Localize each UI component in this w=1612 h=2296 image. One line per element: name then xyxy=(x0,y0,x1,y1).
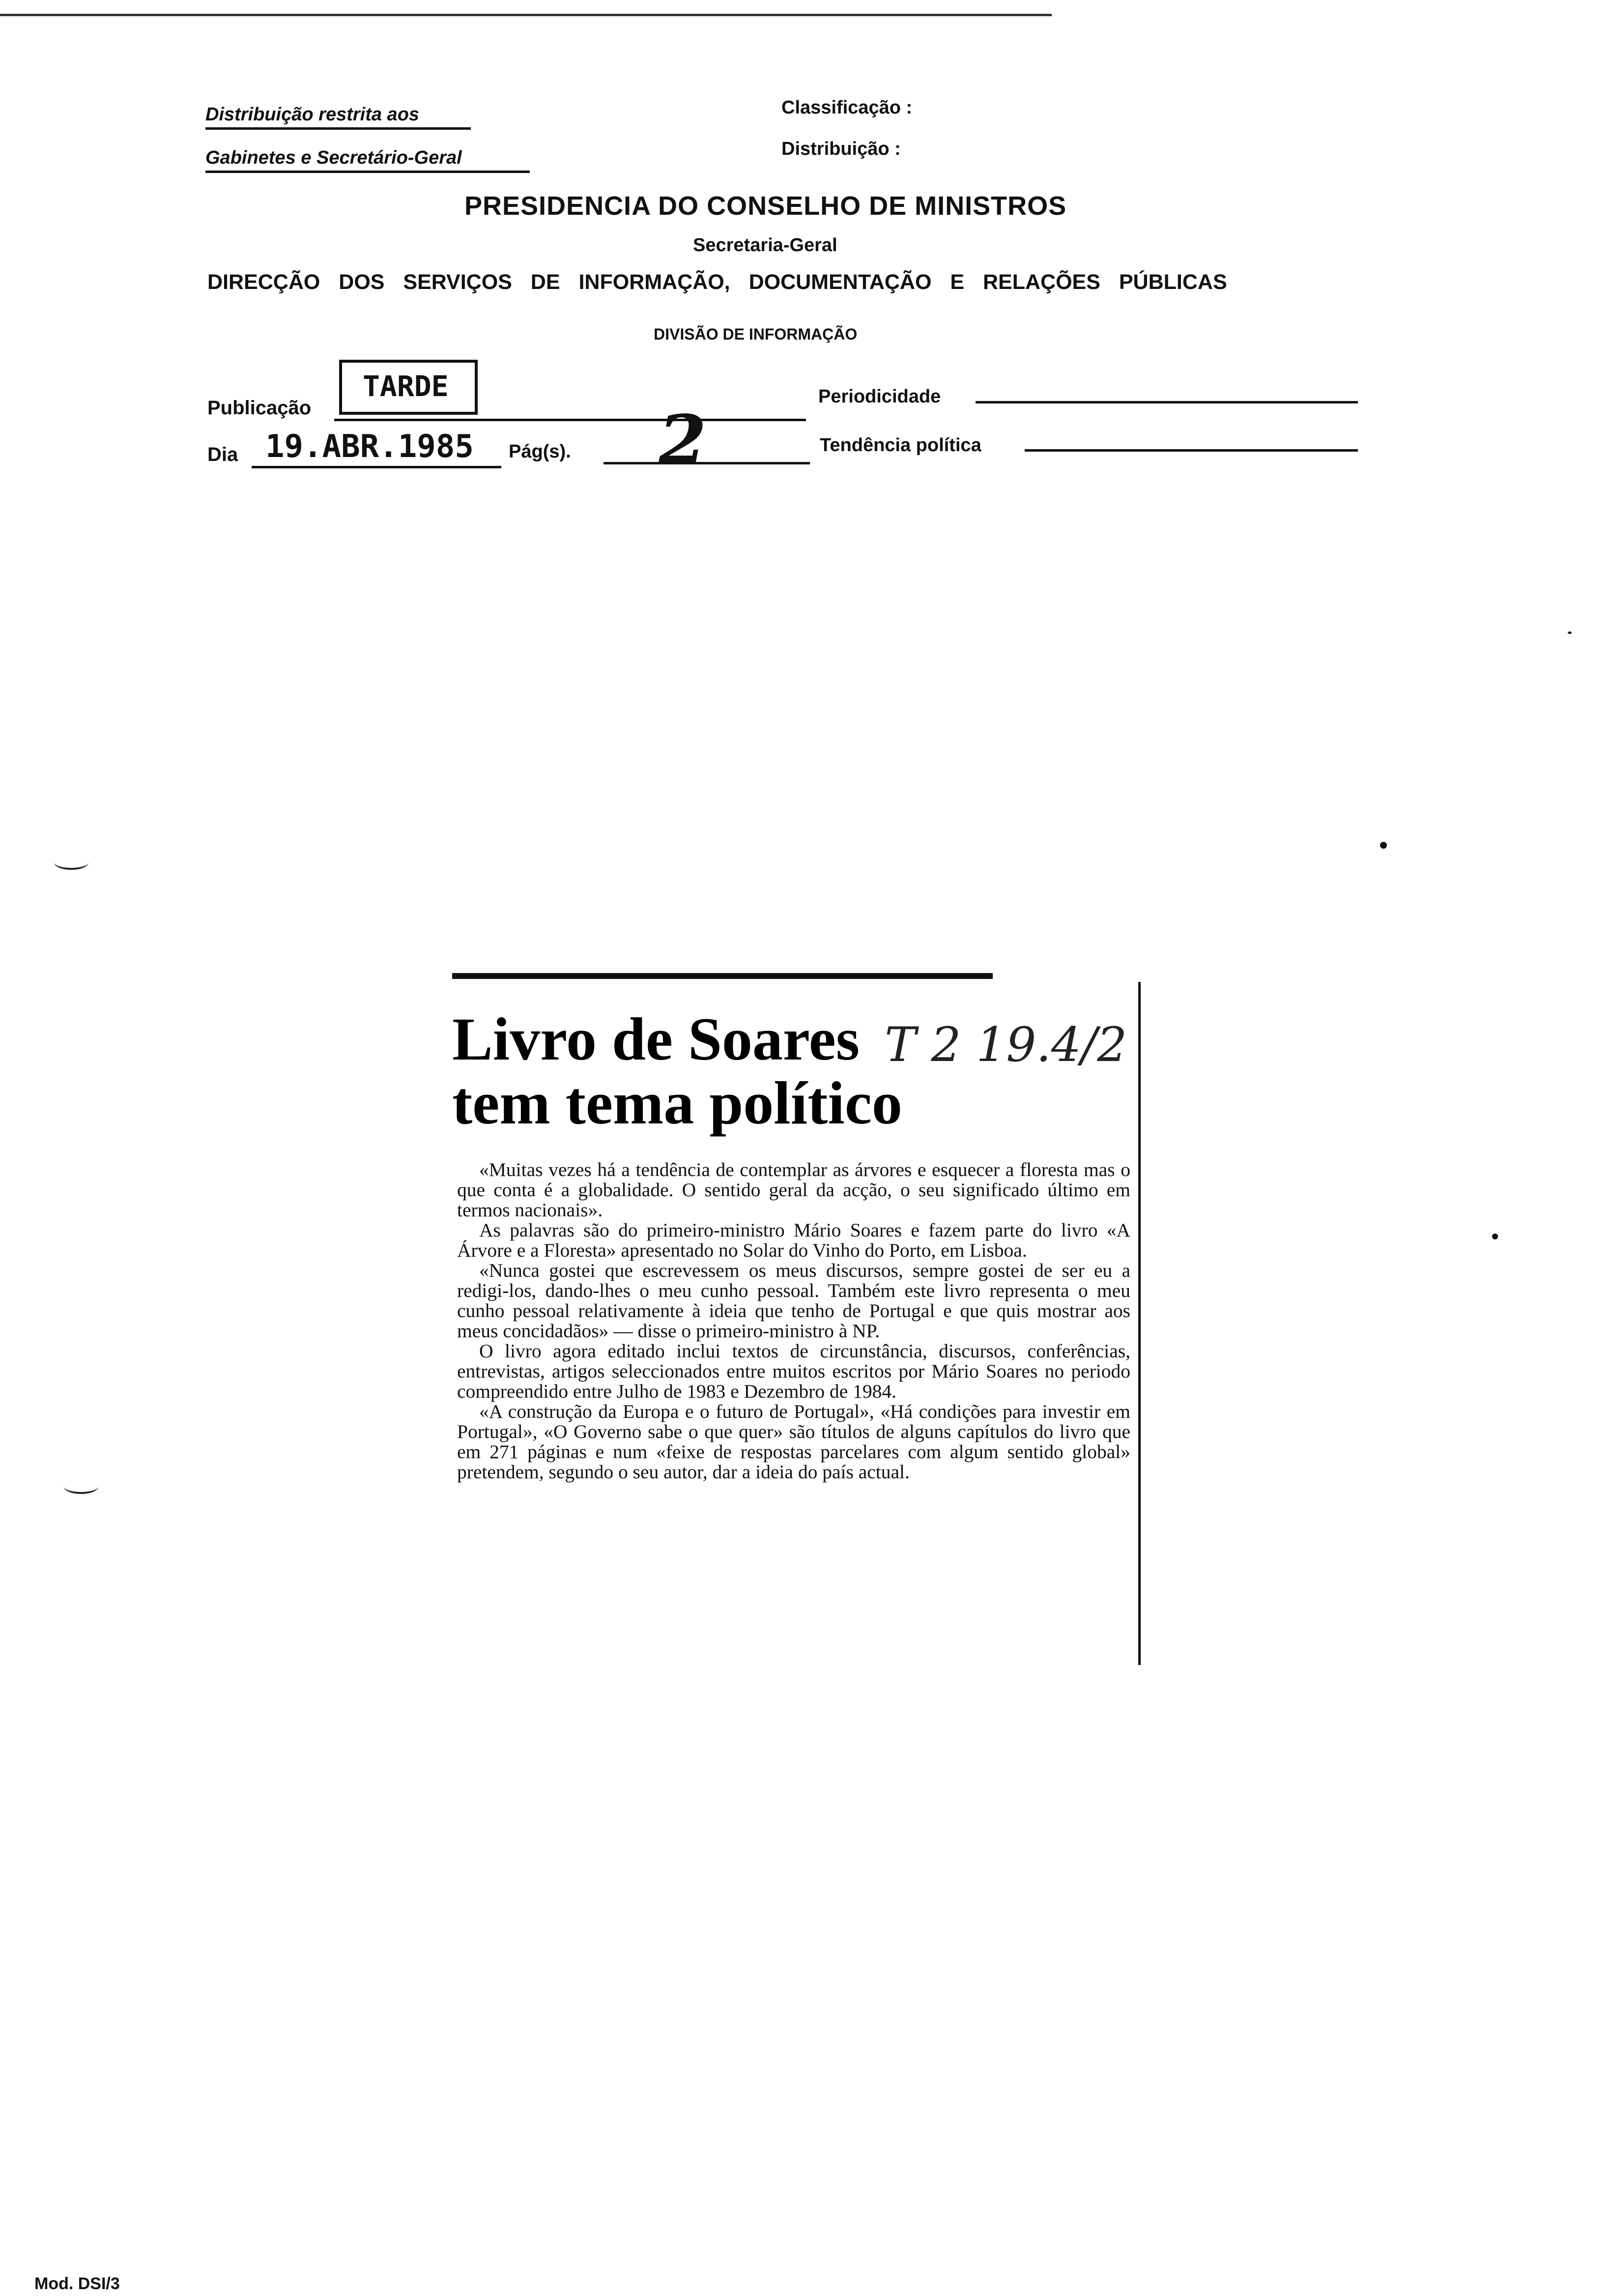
margin-mark xyxy=(54,855,88,870)
periodicidade-label: Periodicidade xyxy=(818,386,941,407)
article-paragraph: O livro agora editado inclui textos de circunstância, discursos, conferências, entrevistas, artigos seleccionados entre muitos escritos por Mário Soares no periodo compreendido entre Julho de 1983 e Dezembro de 1984. xyxy=(457,1340,1130,1402)
publicacao-label: Publicação xyxy=(207,397,312,419)
presidency-title: PRESIDENCIA DO CONSELHO DE MINISTROS xyxy=(464,191,1067,221)
model-code: Mod. DSI/3 xyxy=(34,2274,120,2293)
scan-speck xyxy=(1568,631,1572,634)
tendencia-line xyxy=(1025,449,1358,452)
clipping-right-rule xyxy=(1138,982,1141,1665)
secretaria-geral: Secretaria-Geral xyxy=(693,235,837,256)
margin-mark xyxy=(64,1479,98,1494)
pags-line xyxy=(604,462,810,464)
tendencia-label: Tendência política xyxy=(820,435,981,456)
clipping-top-rule xyxy=(452,973,993,979)
pags-handwritten: 2 xyxy=(659,401,707,481)
pags-label: Pág(s). xyxy=(509,441,571,462)
distribuicao-label: Distribuição : xyxy=(781,139,901,159)
dia-line xyxy=(252,466,501,468)
distribution-line-2: Gabinetes e Secretário-Geral xyxy=(205,147,530,173)
article-paragraph: «Nunca gostei que escrevessem os meus discursos, sempre gostei de ser eu a redigi-los, dando-lhes o meu cunho pessoal. Também este livro representa o meu cunho pessoal relativamente à ideia que tenho de Portugal e que quis mostrar aos meus concidadãos» — disse o primeiro-ministro à NP. xyxy=(457,1260,1130,1342)
handwritten-annotation: T 2 19.4/2 xyxy=(885,1017,1127,1072)
article-headline-line1: Livro de Soares xyxy=(452,1005,860,1073)
article-paragraph: «Muitas vezes há a tendência de contemplar as árvores e esquecer a floresta mas o que conta é a globalidade. O sentido geral da acção, o seu significado último em termos nacionais». xyxy=(457,1159,1130,1221)
classificacao-label: Classificação : xyxy=(781,97,913,118)
publicacao-line xyxy=(334,419,806,421)
dia-stamp: 19.ABR.1985 xyxy=(265,429,474,465)
scan-speck xyxy=(1380,842,1387,849)
divisao-title: DIVISÃO DE INFORMAÇÃO xyxy=(654,325,858,343)
top-rule xyxy=(0,14,1052,16)
publicacao-stamp: TARDE xyxy=(363,370,449,403)
direccao-title: DIRECÇÃO DOS SERVIÇOS DE INFORMAÇÃO, DOCUMENTAÇÃO E RELAÇÕES PÚBLICAS xyxy=(207,270,1227,294)
article-body xyxy=(457,1160,1130,1482)
article-paragraph: As palavras são do primeiro-ministro Mário Soares e fazem parte do livro «A Árvore e a Floresta» apresentado no Solar do Vinho do Porto, em Lisboa. xyxy=(457,1219,1130,1261)
article-headline-line2: tem tema político xyxy=(452,1069,902,1137)
scan-speck xyxy=(1492,1234,1498,1239)
dia-label: Dia xyxy=(207,444,238,465)
distribution-line-1: Distribuição restrita aos xyxy=(205,104,471,130)
periodicidade-line xyxy=(976,401,1358,403)
article-paragraph: «A construção da Europa e o futuro de Portugal», «Há condições para investir em Portugal», «O Governo sabe o que quer» são títulos de alguns capítulos do livro que em 271 páginas e num «feixe de respostas parcelares com algum sentido global» pretendem, segundo o seu autor, dar a ideia do país actual. xyxy=(457,1401,1130,1483)
